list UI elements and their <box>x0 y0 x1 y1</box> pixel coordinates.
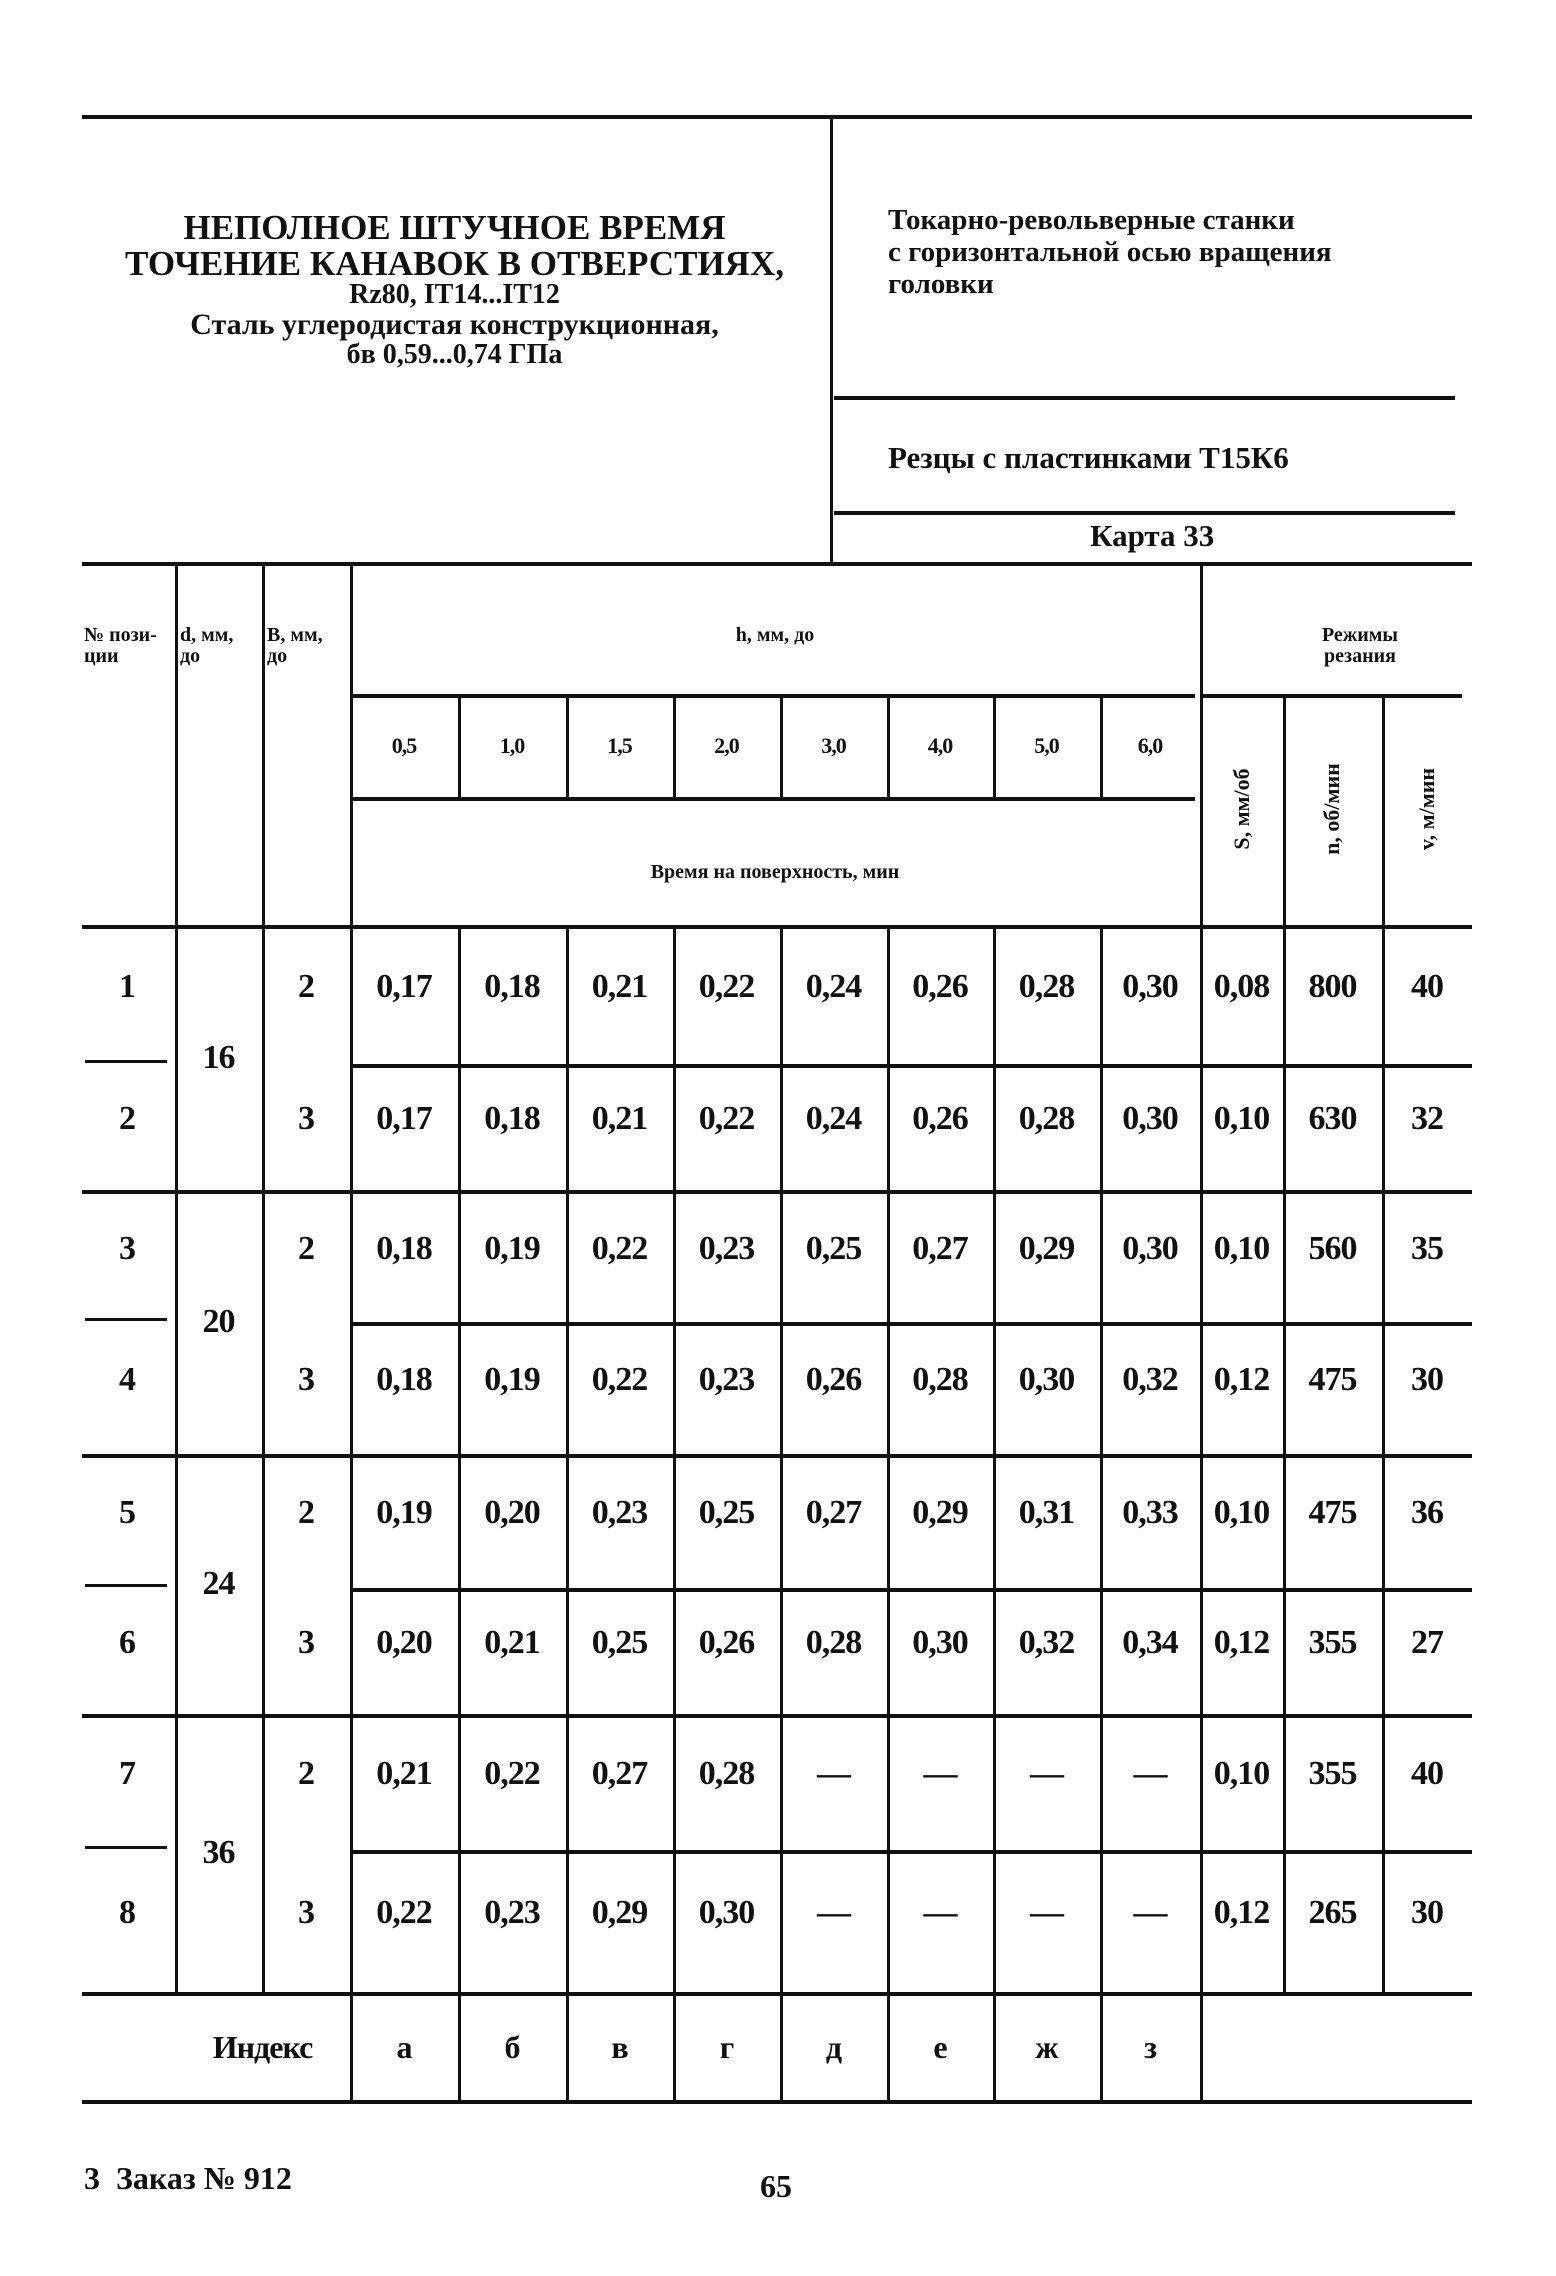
time-value: 0,33 <box>1122 1494 1178 1531</box>
time-value: 0,17 <box>376 968 432 1005</box>
time-value: — <box>923 1894 957 1931</box>
velocity-v-value: 40 <box>1411 1755 1443 1792</box>
col-d-header: d, мм, до <box>180 624 234 667</box>
width-b-value: 3 <box>298 1624 314 1661</box>
time-value: 0,21 <box>484 1624 540 1661</box>
time-value: 0,27 <box>912 1229 968 1267</box>
time-value: 0,28 <box>1018 1100 1075 1137</box>
index-letter: е <box>933 2028 947 2065</box>
col-position-header: № пози-ции <box>84 624 157 667</box>
machine-line-1: Токарно-револьверные станки <box>888 204 1295 236</box>
time-value: 0,24 <box>805 968 862 1005</box>
time-value: 0,29 <box>912 1494 968 1531</box>
time-value: 0,28 <box>912 1361 968 1398</box>
position-number: 4 <box>119 1361 135 1398</box>
feed-s-value: 0,10 <box>1213 1494 1270 1531</box>
position-number: 7 <box>119 1755 135 1792</box>
time-value: 0,32 <box>1122 1361 1178 1398</box>
speed-n-value: 800 <box>1308 968 1357 1005</box>
speed-n-value: 265 <box>1308 1894 1357 1931</box>
time-value: — <box>1133 1755 1167 1792</box>
speed-n-value: 355 <box>1308 1755 1357 1792</box>
index-letter: з <box>1144 2028 1156 2065</box>
time-value: 0,28 <box>698 1755 755 1792</box>
time-value: 0,17 <box>376 1100 432 1137</box>
document-title <box>82 210 827 369</box>
time-value: 0,26 <box>912 968 968 1005</box>
feed-s-value: 0,10 <box>1213 1100 1270 1137</box>
col-b-header: B, мм, до <box>267 624 323 667</box>
time-value: 0,25 <box>805 1229 862 1267</box>
time-value: 0,29 <box>1018 1229 1075 1267</box>
time-value: 0,25 <box>591 1624 648 1661</box>
time-value: 0,22 <box>698 968 755 1005</box>
h-value-7: 5,0 <box>1034 733 1059 758</box>
time-value: 0,22 <box>376 1894 432 1931</box>
page-number: 65 <box>760 2168 792 2204</box>
time-value: 0,30 <box>1122 968 1178 1005</box>
title-line-3: Rz80, IT14...IT12 <box>349 279 560 311</box>
modes-header: Режимы резания <box>1321 624 1399 667</box>
width-b-value: 3 <box>298 1100 314 1137</box>
index-letter: ж <box>1035 2028 1058 2065</box>
time-value: 0,31 <box>1018 1494 1075 1531</box>
h-value-1: 0,5 <box>391 733 417 758</box>
time-value: 0,21 <box>591 1100 648 1137</box>
index-letter: б <box>504 2028 520 2065</box>
speed-n-value: 355 <box>1308 1624 1357 1661</box>
time-label: Время на поверхность, мин <box>650 861 900 883</box>
h-value-5: 3,0 <box>821 733 846 758</box>
time-value: 0,24 <box>805 1100 862 1137</box>
mode-col-s: S, мм/об <box>1229 768 1254 850</box>
machine-line-3: головки <box>888 267 994 300</box>
velocity-v-value: 36 <box>1411 1494 1443 1531</box>
time-value: 0,32 <box>1018 1624 1075 1661</box>
title-line-1: НЕПОЛНОЕ ШТУЧНОЕ ВРЕМЯ <box>183 208 726 247</box>
index-letter: д <box>825 2028 842 2065</box>
time-value: — <box>1030 1755 1063 1792</box>
velocity-v-value: 27 <box>1411 1624 1443 1661</box>
width-b-value: 3 <box>298 1894 314 1931</box>
time-value: 0,34 <box>1122 1624 1178 1661</box>
velocity-v-value: 40 <box>1411 968 1443 1005</box>
time-value: 0,23 <box>591 1494 648 1531</box>
velocity-v-value: 30 <box>1411 1361 1443 1398</box>
time-value: 0,27 <box>591 1755 648 1792</box>
position-number: 6 <box>119 1624 135 1661</box>
time-value: 0,22 <box>484 1755 540 1792</box>
time-value: 0,30 <box>1018 1361 1075 1398</box>
h-value-4: 2,0 <box>714 733 739 758</box>
feed-s-value: 0,08 <box>1213 968 1270 1005</box>
time-value: 0,22 <box>591 1229 648 1267</box>
position-number: 1 <box>119 968 135 1005</box>
machine-description <box>888 205 1448 301</box>
order-number: 3 Заказ № 912 <box>84 2160 292 2196</box>
mode-col-v: v, м/мин <box>1414 767 1439 851</box>
position-number: 8 <box>119 1894 135 1931</box>
position-number: 2 <box>119 1100 135 1137</box>
time-value: 0,25 <box>698 1494 755 1531</box>
index-letter: в <box>611 2028 628 2065</box>
speed-n-value: 630 <box>1308 1100 1357 1137</box>
time-value: 0,18 <box>484 968 540 1005</box>
time-value: 0,23 <box>698 1229 755 1267</box>
time-value: 0,19 <box>484 1361 540 1398</box>
time-value: 0,26 <box>912 1100 968 1137</box>
time-value: 0,27 <box>805 1494 862 1531</box>
speed-n-value: 475 <box>1308 1361 1357 1398</box>
diameter-value: 36 <box>202 1834 235 1871</box>
title-line-4: Сталь углеродистая конструкционная, <box>190 307 719 341</box>
index-letter: а <box>396 2028 412 2065</box>
time-value: 0,23 <box>484 1894 540 1931</box>
tool-description: Резцы с пластинками Т15К6 <box>888 440 1289 475</box>
time-value: — <box>923 1755 957 1792</box>
time-value: 0,28 <box>1018 968 1075 1005</box>
time-value: 0,21 <box>591 968 648 1005</box>
time-value: 0,30 <box>912 1624 968 1661</box>
time-value: — <box>1133 1894 1167 1931</box>
width-b-value: 2 <box>298 1229 314 1267</box>
velocity-v-value: 35 <box>1411 1229 1443 1267</box>
width-b-value: 2 <box>298 968 314 1005</box>
diameter-value: 16 <box>202 1038 235 1076</box>
time-value: 0,30 <box>1122 1229 1178 1267</box>
h-value-6: 4,0 <box>927 733 953 758</box>
time-value: — <box>817 1755 850 1792</box>
feed-s-value: 0,12 <box>1213 1361 1270 1398</box>
time-value: 0,20 <box>376 1624 432 1661</box>
time-value: 0,30 <box>1122 1100 1178 1137</box>
time-value: 0,18 <box>376 1361 432 1398</box>
velocity-v-value: 32 <box>1411 1100 1443 1137</box>
time-value: 0,21 <box>376 1755 432 1792</box>
time-value: 0,23 <box>698 1361 755 1398</box>
time-value: 0,20 <box>484 1494 540 1531</box>
diameter-value: 20 <box>202 1303 235 1340</box>
feed-s-value: 0,10 <box>1213 1755 1270 1792</box>
index-letter: г <box>719 2028 734 2065</box>
time-value: — <box>817 1894 850 1931</box>
width-b-value: 2 <box>298 1494 314 1531</box>
mode-col-n: n, об/мин <box>1319 763 1344 855</box>
time-value: — <box>1030 1894 1063 1931</box>
speed-n-value: 560 <box>1308 1229 1357 1267</box>
diameter-value: 24 <box>202 1565 235 1602</box>
h-header: h, мм, до <box>735 624 815 646</box>
time-value: 0,18 <box>376 1229 432 1267</box>
h-value-8: 6,0 <box>1137 733 1163 758</box>
speed-n-value: 475 <box>1308 1494 1357 1531</box>
h-value-2: 1,0 <box>499 733 525 758</box>
h-value-3: 1,5 <box>607 733 632 758</box>
index-label: Индекс <box>212 2028 313 2065</box>
feed-s-value: 0,12 <box>1213 1894 1270 1931</box>
width-b-value: 3 <box>298 1361 314 1398</box>
feed-s-value: 0,10 <box>1213 1229 1270 1267</box>
time-value: 0,19 <box>484 1229 540 1267</box>
width-b-value: 2 <box>298 1755 314 1792</box>
velocity-v-value: 30 <box>1411 1894 1443 1931</box>
machine-line-2: с горизонтальной осью вращения <box>888 235 1332 268</box>
time-value: 0,26 <box>698 1624 755 1661</box>
feed-s-value: 0,12 <box>1213 1624 1270 1661</box>
title-line-5: бв 0,59...0,74 ГПа <box>346 338 563 370</box>
position-number: 3 <box>119 1229 135 1267</box>
time-value: 0,22 <box>698 1100 755 1137</box>
time-value: 0,22 <box>591 1361 648 1398</box>
time-value: 0,28 <box>805 1624 862 1661</box>
time-value: 0,29 <box>591 1894 648 1931</box>
time-value: 0,30 <box>698 1894 755 1931</box>
time-value: 0,19 <box>376 1494 432 1531</box>
time-value: 0,18 <box>484 1100 540 1137</box>
time-value: 0,26 <box>805 1361 862 1398</box>
position-number: 5 <box>119 1494 135 1531</box>
title-line-2: ТОЧЕНИЕ КАНАВОК В ОТВЕРСТИЯХ, <box>125 243 784 283</box>
card-number: Карта 33 <box>1090 518 1215 553</box>
